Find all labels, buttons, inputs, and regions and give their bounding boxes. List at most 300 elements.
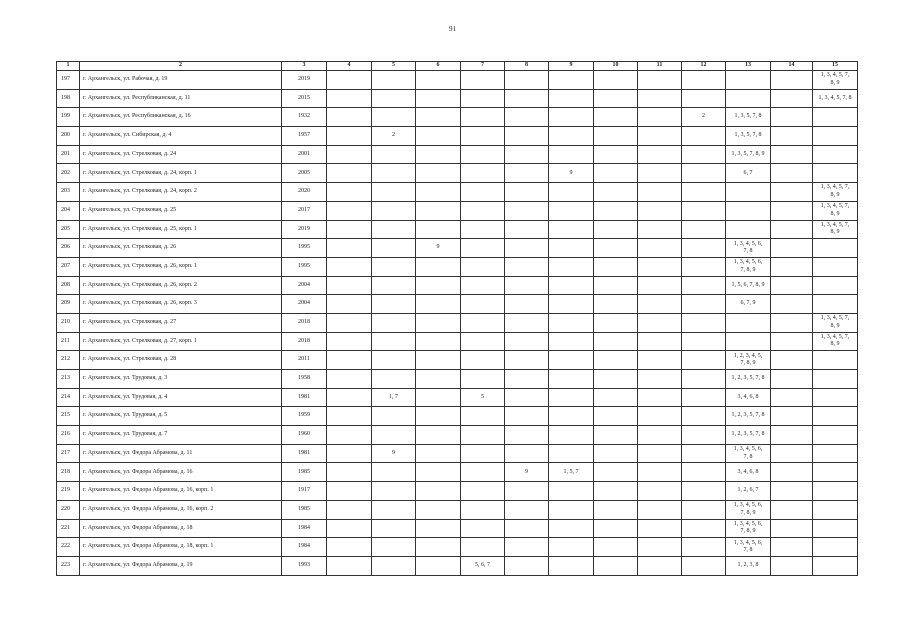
column-15-cell (813, 426, 858, 445)
column-header: 5 (372, 62, 416, 71)
column-12-cell (682, 295, 726, 314)
column-9-cell (549, 332, 594, 351)
year-cell: 1960 (282, 426, 327, 445)
column-15-cell (813, 295, 858, 314)
column-9-cell (549, 444, 594, 463)
address-cell: г. Архангельск, ул. Федора Абрамова, д. 11 (80, 444, 282, 463)
row-number-cell: 222 (57, 538, 80, 557)
year-cell: 1959 (282, 407, 327, 426)
column-12-cell (682, 127, 726, 146)
column-5-cell (372, 426, 416, 445)
column-8-cell (505, 351, 549, 370)
column-6-cell (416, 127, 461, 146)
column-11-cell (638, 295, 682, 314)
column-8-cell (505, 426, 549, 445)
column-15-cell (813, 108, 858, 127)
column-header: 8 (505, 62, 549, 71)
column-8-cell (505, 332, 549, 351)
column-7-cell (461, 444, 505, 463)
row-number-cell: 217 (57, 444, 80, 463)
column-12-cell (682, 145, 726, 164)
column-6-cell (416, 108, 461, 127)
column-8-cell (505, 482, 549, 501)
column-14-cell (771, 257, 813, 276)
column-7-cell (461, 257, 505, 276)
column-14-cell (771, 313, 813, 332)
column-12-cell (682, 313, 726, 332)
column-7-cell (461, 332, 505, 351)
row-number-cell: 211 (57, 332, 80, 351)
year-cell: 2020 (282, 183, 327, 202)
column-4-cell (327, 183, 372, 202)
column-9-cell: 9 (549, 164, 594, 183)
column-10-cell (594, 127, 638, 146)
column-10-cell (594, 538, 638, 557)
column-6-cell: 9 (416, 239, 461, 258)
table-row (57, 519, 858, 538)
column-7-cell (461, 220, 505, 239)
column-7-cell (461, 145, 505, 164)
table-body (57, 71, 858, 576)
year-cell: 1984 (282, 519, 327, 538)
row-number-cell: 220 (57, 500, 80, 519)
column-10-cell (594, 519, 638, 538)
column-4-cell (327, 388, 372, 407)
column-12-cell (682, 482, 726, 501)
address-cell: г. Архангельск, ул. Стрелковая, д. 27 (80, 313, 282, 332)
column-7-cell (461, 127, 505, 146)
column-12-cell (682, 71, 726, 90)
column-8-cell (505, 201, 549, 220)
column-4-cell (327, 444, 372, 463)
column-7-cell (461, 276, 505, 295)
page-number: 91 (449, 25, 456, 33)
address-cell: г. Архангельск, ул. Стрелковая, д. 26, корп. 2 (80, 276, 282, 295)
buildings-table (56, 61, 858, 576)
column-15-cell (813, 538, 858, 557)
column-7-cell (461, 519, 505, 538)
column-12-cell (682, 164, 726, 183)
column-13-cell (726, 183, 771, 202)
column-12-cell (682, 257, 726, 276)
address-cell: г. Архангельск, ул. Федора Абрамова, д. 16 (80, 463, 282, 482)
column-12-cell (682, 538, 726, 557)
column-11-cell (638, 556, 682, 575)
column-14-cell (771, 426, 813, 445)
column-9-cell (549, 108, 594, 127)
year-cell: 2004 (282, 276, 327, 295)
column-5-cell (372, 201, 416, 220)
column-14-cell (771, 332, 813, 351)
column-8-cell (505, 127, 549, 146)
column-9-cell (549, 257, 594, 276)
column-7-cell (461, 71, 505, 90)
column-9-cell (549, 482, 594, 501)
column-14-cell (771, 351, 813, 370)
row-number-cell: 216 (57, 426, 80, 445)
column-13-cell (726, 332, 771, 351)
year-cell: 1917 (282, 482, 327, 501)
table-row (57, 351, 858, 370)
column-13-cell: 3, 4, 6, 8 (726, 388, 771, 407)
year-cell: 2005 (282, 164, 327, 183)
column-5-cell (372, 332, 416, 351)
column-4-cell (327, 89, 372, 108)
column-15-cell (813, 388, 858, 407)
column-10-cell (594, 71, 638, 90)
column-10-cell (594, 108, 638, 127)
column-4-cell (327, 556, 372, 575)
column-5-cell (372, 407, 416, 426)
column-6-cell (416, 71, 461, 90)
column-14-cell (771, 444, 813, 463)
table-row (57, 332, 858, 351)
column-13-cell: 1, 2, 3, 5, 7, 8 (726, 370, 771, 389)
column-14-cell (771, 519, 813, 538)
column-11-cell (638, 89, 682, 108)
column-9-cell (549, 370, 594, 389)
table-row (57, 239, 858, 258)
column-6-cell (416, 500, 461, 519)
column-5-cell: 9 (372, 444, 416, 463)
year-cell: 1958 (282, 370, 327, 389)
column-6-cell (416, 519, 461, 538)
column-11-cell (638, 370, 682, 389)
column-11-cell (638, 145, 682, 164)
column-5-cell (372, 538, 416, 557)
column-8-cell (505, 538, 549, 557)
column-4-cell (327, 351, 372, 370)
column-4-cell (327, 220, 372, 239)
row-number-cell: 198 (57, 89, 80, 108)
column-8-cell (505, 556, 549, 575)
column-13-cell (726, 89, 771, 108)
column-7-cell (461, 108, 505, 127)
column-5-cell: 1, 7 (372, 388, 416, 407)
column-header: 4 (327, 62, 372, 71)
column-14-cell (771, 370, 813, 389)
year-cell: 2001 (282, 145, 327, 164)
row-number-cell: 203 (57, 183, 80, 202)
column-7-cell (461, 239, 505, 258)
table-row (57, 388, 858, 407)
column-10-cell (594, 426, 638, 445)
row-number-cell: 215 (57, 407, 80, 426)
column-7-cell (461, 313, 505, 332)
column-14-cell (771, 556, 813, 575)
column-9-cell (549, 426, 594, 445)
year-cell: 2018 (282, 332, 327, 351)
column-6-cell (416, 276, 461, 295)
column-10-cell (594, 407, 638, 426)
table-row (57, 257, 858, 276)
column-8-cell (505, 444, 549, 463)
column-11-cell (638, 239, 682, 258)
column-5-cell (372, 89, 416, 108)
column-11-cell (638, 351, 682, 370)
column-14-cell (771, 183, 813, 202)
column-15-cell (813, 463, 858, 482)
column-11-cell (638, 108, 682, 127)
column-8-cell (505, 71, 549, 90)
column-14-cell (771, 89, 813, 108)
column-4-cell (327, 332, 372, 351)
row-number-cell: 197 (57, 71, 80, 90)
column-6-cell (416, 145, 461, 164)
column-15-cell: 1, 3, 4, 5, 7, 8, 9 (813, 183, 858, 202)
column-11-cell (638, 71, 682, 90)
column-10-cell (594, 463, 638, 482)
year-cell: 1932 (282, 108, 327, 127)
column-header: 15 (813, 62, 858, 71)
column-11-cell (638, 276, 682, 295)
column-4-cell (327, 108, 372, 127)
year-cell: 2019 (282, 71, 327, 90)
column-12-cell (682, 426, 726, 445)
column-10-cell (594, 388, 638, 407)
column-6-cell (416, 482, 461, 501)
year-cell: 2018 (282, 313, 327, 332)
column-5-cell (372, 313, 416, 332)
column-11-cell (638, 127, 682, 146)
column-4-cell (327, 482, 372, 501)
column-15-cell (813, 500, 858, 519)
column-9-cell (549, 183, 594, 202)
address-cell: г. Архангельск, ул. Стрелковая, д. 24, корп. 1 (80, 164, 282, 183)
column-5-cell (372, 276, 416, 295)
column-15-cell (813, 164, 858, 183)
column-11-cell (638, 164, 682, 183)
year-cell: 1993 (282, 556, 327, 575)
column-5-cell (372, 108, 416, 127)
column-11-cell (638, 500, 682, 519)
column-13-cell: 1, 3, 4, 5, 6, 7, 8 (726, 538, 771, 557)
column-4-cell (327, 127, 372, 146)
column-12-cell (682, 463, 726, 482)
table-row (57, 295, 858, 314)
column-8-cell (505, 257, 549, 276)
column-header: 3 (282, 62, 327, 71)
column-13-cell: 1, 3, 5, 7, 8 (726, 127, 771, 146)
address-cell: г. Архангельск, ул. Стрелковая, д. 24 (80, 145, 282, 164)
column-13-cell: 1, 5, 6, 7, 8, 9 (726, 276, 771, 295)
column-10-cell (594, 332, 638, 351)
column-9-cell (549, 145, 594, 164)
column-12-cell (682, 388, 726, 407)
column-13-cell: 1, 3, 5, 7, 8 (726, 108, 771, 127)
address-cell: г. Архангельск, ул. Федора Абрамова, д. 18 (80, 519, 282, 538)
column-13-cell: 1, 2, 3, 4, 5, 7, 8, 9 (726, 351, 771, 370)
column-header: 12 (682, 62, 726, 71)
column-header: 1 (57, 62, 80, 71)
column-4-cell (327, 519, 372, 538)
column-4-cell (327, 295, 372, 314)
column-14-cell (771, 276, 813, 295)
column-15-cell: 1, 3, 4, 5, 7, 8, 9 (813, 71, 858, 90)
column-12-cell (682, 201, 726, 220)
row-number-cell: 212 (57, 351, 80, 370)
column-7-cell: 5 (461, 388, 505, 407)
column-6-cell (416, 538, 461, 557)
table-row (57, 89, 858, 108)
column-6-cell (416, 164, 461, 183)
row-number-cell: 208 (57, 276, 80, 295)
column-12-cell (682, 519, 726, 538)
column-12-cell (682, 276, 726, 295)
column-7-cell (461, 370, 505, 389)
column-13-cell: 1, 2, 6, 7 (726, 482, 771, 501)
table-row (57, 538, 858, 557)
column-7-cell (461, 89, 505, 108)
column-7-cell (461, 201, 505, 220)
row-number-cell: 219 (57, 482, 80, 501)
column-9-cell (549, 201, 594, 220)
table-row (57, 276, 858, 295)
column-13-cell: 1, 2, 3, 5, 7, 8 (726, 426, 771, 445)
row-number-cell: 209 (57, 295, 80, 314)
address-cell: г. Архангельск, ул. Стрелковая, д. 27, корп. 1 (80, 332, 282, 351)
table-row (57, 164, 858, 183)
column-9-cell (549, 276, 594, 295)
column-5-cell (372, 351, 416, 370)
column-9-cell (549, 71, 594, 90)
column-5-cell (372, 463, 416, 482)
table-row (57, 145, 858, 164)
column-6-cell (416, 556, 461, 575)
column-9-cell (549, 519, 594, 538)
column-13-cell: 3, 4, 6, 8 (726, 463, 771, 482)
column-11-cell (638, 388, 682, 407)
column-14-cell (771, 407, 813, 426)
column-9-cell (549, 220, 594, 239)
column-4-cell (327, 71, 372, 90)
column-10-cell (594, 239, 638, 258)
address-cell: г. Архангельск, ул. Трудовая, д. 7 (80, 426, 282, 445)
header-row (57, 62, 858, 71)
column-5-cell (372, 239, 416, 258)
column-4-cell (327, 164, 372, 183)
table-row (57, 426, 858, 445)
column-11-cell (638, 183, 682, 202)
column-13-cell: 6, 7, 9 (726, 295, 771, 314)
column-9-cell (549, 127, 594, 146)
column-5-cell (372, 183, 416, 202)
column-10-cell (594, 164, 638, 183)
column-12-cell (682, 500, 726, 519)
column-14-cell (771, 127, 813, 146)
year-cell: 1957 (282, 127, 327, 146)
column-6-cell (416, 89, 461, 108)
row-number-cell: 201 (57, 145, 80, 164)
column-9-cell (549, 239, 594, 258)
year-cell: 1995 (282, 257, 327, 276)
column-6-cell (416, 332, 461, 351)
column-13-cell: 1, 3, 4, 5, 6, 7, 8 (726, 239, 771, 258)
column-9-cell (549, 313, 594, 332)
column-15-cell: 1, 3, 4, 5, 7, 8, 9 (813, 332, 858, 351)
column-14-cell (771, 71, 813, 90)
column-6-cell (416, 351, 461, 370)
column-15-cell (813, 239, 858, 258)
column-10-cell (594, 220, 638, 239)
column-11-cell (638, 220, 682, 239)
column-6-cell (416, 426, 461, 445)
column-14-cell (771, 164, 813, 183)
column-9-cell (549, 351, 594, 370)
table-row (57, 444, 858, 463)
column-11-cell (638, 201, 682, 220)
column-header: 11 (638, 62, 682, 71)
column-7-cell (461, 463, 505, 482)
column-12-cell (682, 332, 726, 351)
year-cell: 1984 (282, 538, 327, 557)
column-14-cell (771, 201, 813, 220)
column-12-cell (682, 351, 726, 370)
row-number-cell: 206 (57, 239, 80, 258)
column-14-cell (771, 500, 813, 519)
column-15-cell (813, 519, 858, 538)
row-number-cell: 213 (57, 370, 80, 389)
column-15-cell (813, 370, 858, 389)
column-7-cell (461, 500, 505, 519)
year-cell: 1981 (282, 388, 327, 407)
column-13-cell: 1, 3, 5, 7, 8, 9 (726, 145, 771, 164)
column-5-cell (372, 220, 416, 239)
column-5-cell (372, 500, 416, 519)
column-8-cell (505, 500, 549, 519)
column-10-cell (594, 556, 638, 575)
year-cell: 1985 (282, 500, 327, 519)
column-4-cell (327, 426, 372, 445)
address-cell: г. Архангельск, ул. Стрелковая, д. 25 (80, 201, 282, 220)
column-header: 7 (461, 62, 505, 71)
table-row (57, 500, 858, 519)
column-6-cell (416, 313, 461, 332)
row-number-cell: 218 (57, 463, 80, 482)
column-8-cell (505, 164, 549, 183)
column-6-cell (416, 295, 461, 314)
column-4-cell (327, 538, 372, 557)
year-cell: 2011 (282, 351, 327, 370)
column-7-cell (461, 538, 505, 557)
column-10-cell (594, 500, 638, 519)
row-number-cell: 223 (57, 556, 80, 575)
address-cell: г. Архангельск, ул. Стрелковая, д. 26, корп. 3 (80, 295, 282, 314)
column-7-cell: 5, 6, 7 (461, 556, 505, 575)
table-row (57, 313, 858, 332)
table-row (57, 220, 858, 239)
column-6-cell (416, 388, 461, 407)
column-12-cell (682, 183, 726, 202)
table-row (57, 108, 858, 127)
column-7-cell (461, 164, 505, 183)
year-cell: 1995 (282, 239, 327, 258)
year-cell: 1985 (282, 463, 327, 482)
column-8-cell (505, 388, 549, 407)
column-header: 14 (771, 62, 813, 71)
column-4-cell (327, 370, 372, 389)
address-cell: г. Архангельск, ул. Республиканская, д. 16 (80, 108, 282, 127)
column-15-cell (813, 351, 858, 370)
table-row (57, 183, 858, 202)
column-15-cell (813, 257, 858, 276)
column-15-cell (813, 276, 858, 295)
column-5-cell (372, 482, 416, 501)
column-4-cell (327, 407, 372, 426)
column-9-cell: 1, 5, 7 (549, 463, 594, 482)
column-11-cell (638, 519, 682, 538)
column-13-cell: 1, 3, 4, 5, 6, 7, 8, 9 (726, 257, 771, 276)
